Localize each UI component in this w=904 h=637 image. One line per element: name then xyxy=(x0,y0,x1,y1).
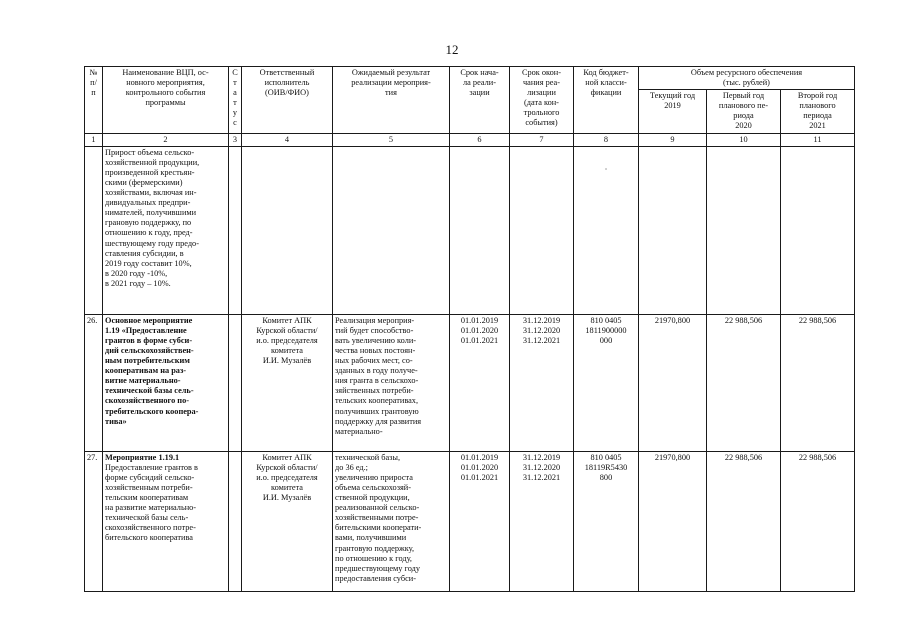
row-status-cell xyxy=(229,146,242,314)
activity-title: Мероприятие 1.19.1 xyxy=(105,452,180,462)
header-name: Наименование ВЦП, ос- новного мероприятия, контрольного события программы xyxy=(103,67,229,134)
header-end: Срок окон- чания реа- лизации (дата кон- трольного события) xyxy=(510,67,574,134)
header-responsible: Ответственный исполнитель (ОИВ/ФИО) xyxy=(242,67,333,134)
budget-code: 810 0405 18119R5430 800 xyxy=(574,451,639,591)
row-y2021-cell xyxy=(781,146,855,314)
column-number: 8 xyxy=(574,133,639,146)
resource-table xyxy=(84,66,855,592)
header-start: Срок нача- ла реали- зации xyxy=(450,67,510,134)
responsible-executor: Комитет АПК Курской области/ и.о. председателя комитета И.И. Музалёв xyxy=(242,314,333,451)
start-dates: 01.01.2019 01.01.2020 01.01.2021 xyxy=(450,314,510,451)
funding-2021: 22 988,506 xyxy=(781,314,855,451)
main-activity-name: Основное мероприятие 1.19 «Предоставление грантов в форме субси- дий сельскохозяйствен- ным потребительским кооперативам на раз- витие материально- технической базы сель- скохозяйственного по- требительского коопера- тива» xyxy=(103,314,229,451)
table-row xyxy=(85,451,855,591)
funding-2020: 22 988,506 xyxy=(707,314,781,451)
column-number: 5 xyxy=(333,133,450,146)
column-number: 3 xyxy=(229,133,242,146)
row-y2020-cell xyxy=(707,146,781,314)
header-status: С т а т у с xyxy=(229,67,242,134)
stray-mark: · xyxy=(574,146,639,314)
funding-2019: 21970,800 xyxy=(639,451,707,591)
column-number: 9 xyxy=(639,133,707,146)
end-dates: 31.12.2019 31.12.2020 31.12.2021 xyxy=(510,451,574,591)
expected-result: Реализация мероприя- тий будет способство- вать увеличению коли- чества новых постоян- ных рабочих мест, со- зданных в году получе- ния гранта в сельскохо- зяйственных потреби- тельских кооперативах, получивших грантовую поддержку для развития материально- xyxy=(333,314,450,451)
row-status xyxy=(229,451,242,591)
row-end-cell xyxy=(510,146,574,314)
activity-name: Предоставление грантов в форме субсидий сельско- хозяйственным потреби- тельским кооперативам на развитие материально- технической базы сель- скохозяйственного потре- бительского кооператива xyxy=(105,462,198,543)
row-num-cell xyxy=(85,146,103,314)
funding-2021: 22 988,506 xyxy=(781,451,855,591)
funding-2019: 21970,800 xyxy=(639,314,707,451)
row-start-cell xyxy=(450,146,510,314)
row-status xyxy=(229,314,242,451)
header-funding-group: Объем ресурсного обеспечения (тыс. рублей) xyxy=(639,67,855,90)
responsible-executor: Комитет АПК Курской области/ и.о. председателя комитета И.И. Музалёв xyxy=(242,451,333,591)
header-year-2019: Текущий год 2019 xyxy=(639,90,707,133)
row-responsible-cell xyxy=(242,146,333,314)
column-number-row xyxy=(85,133,855,146)
row-result-cell xyxy=(333,146,450,314)
column-number: 2 xyxy=(103,133,229,146)
indicator-text: Прирост объема сельско- хозяйственной продукции, произведенной крестьян- скими (фермерскими) хозяйствами, включая ин- дивидуальных предпри- нимателей, получившими грановую поддержку, по отношению к году, пред- шествующему году предо- ставления субсидии, в 2019 году составит 10%, в 2020 году -10%, в 2021 году – 10%. xyxy=(103,146,229,314)
row-number: 27. xyxy=(85,451,103,591)
column-number: 6 xyxy=(450,133,510,146)
start-dates: 01.01.2019 01.01.2020 01.01.2021 xyxy=(450,451,510,591)
column-number: 4 xyxy=(242,133,333,146)
activity-cell xyxy=(103,451,229,591)
header-year-2021: Второй год планового периода 2021 xyxy=(781,90,855,133)
end-dates: 31.12.2019 31.12.2020 31.12.2021 xyxy=(510,314,574,451)
header-code: Код бюджет- ной класси- фикации xyxy=(574,67,639,134)
table-row xyxy=(85,314,855,451)
column-number: 7 xyxy=(510,133,574,146)
expected-result: технической базы, до 36 ед.; увеличению прироста объема сельскохозяй- ственной продукции, реализованной сельско- хозяйственными потре- бительскими кооперати- вами, получившими грантовую поддержку, по отношению к году, предшествующему году предоставления субси- xyxy=(333,451,450,591)
budget-code: 810 0405 1811900000 000 xyxy=(574,314,639,451)
page-number: 12 xyxy=(445,42,459,57)
header-year-2020: Первый год планового пе- риода 2020 xyxy=(707,90,781,133)
header-num: № п/ п xyxy=(85,67,103,134)
column-number: 10 xyxy=(707,133,781,146)
column-number: 11 xyxy=(781,133,855,146)
column-number: 1 xyxy=(85,133,103,146)
row-number: 26. xyxy=(85,314,103,451)
table-row xyxy=(85,146,855,314)
header-row xyxy=(85,67,855,90)
funding-2020: 22 988,506 xyxy=(707,451,781,591)
header-result: Ожидаемый результат реализации мероприя- тия xyxy=(333,67,450,134)
row-y2019-cell xyxy=(639,146,707,314)
